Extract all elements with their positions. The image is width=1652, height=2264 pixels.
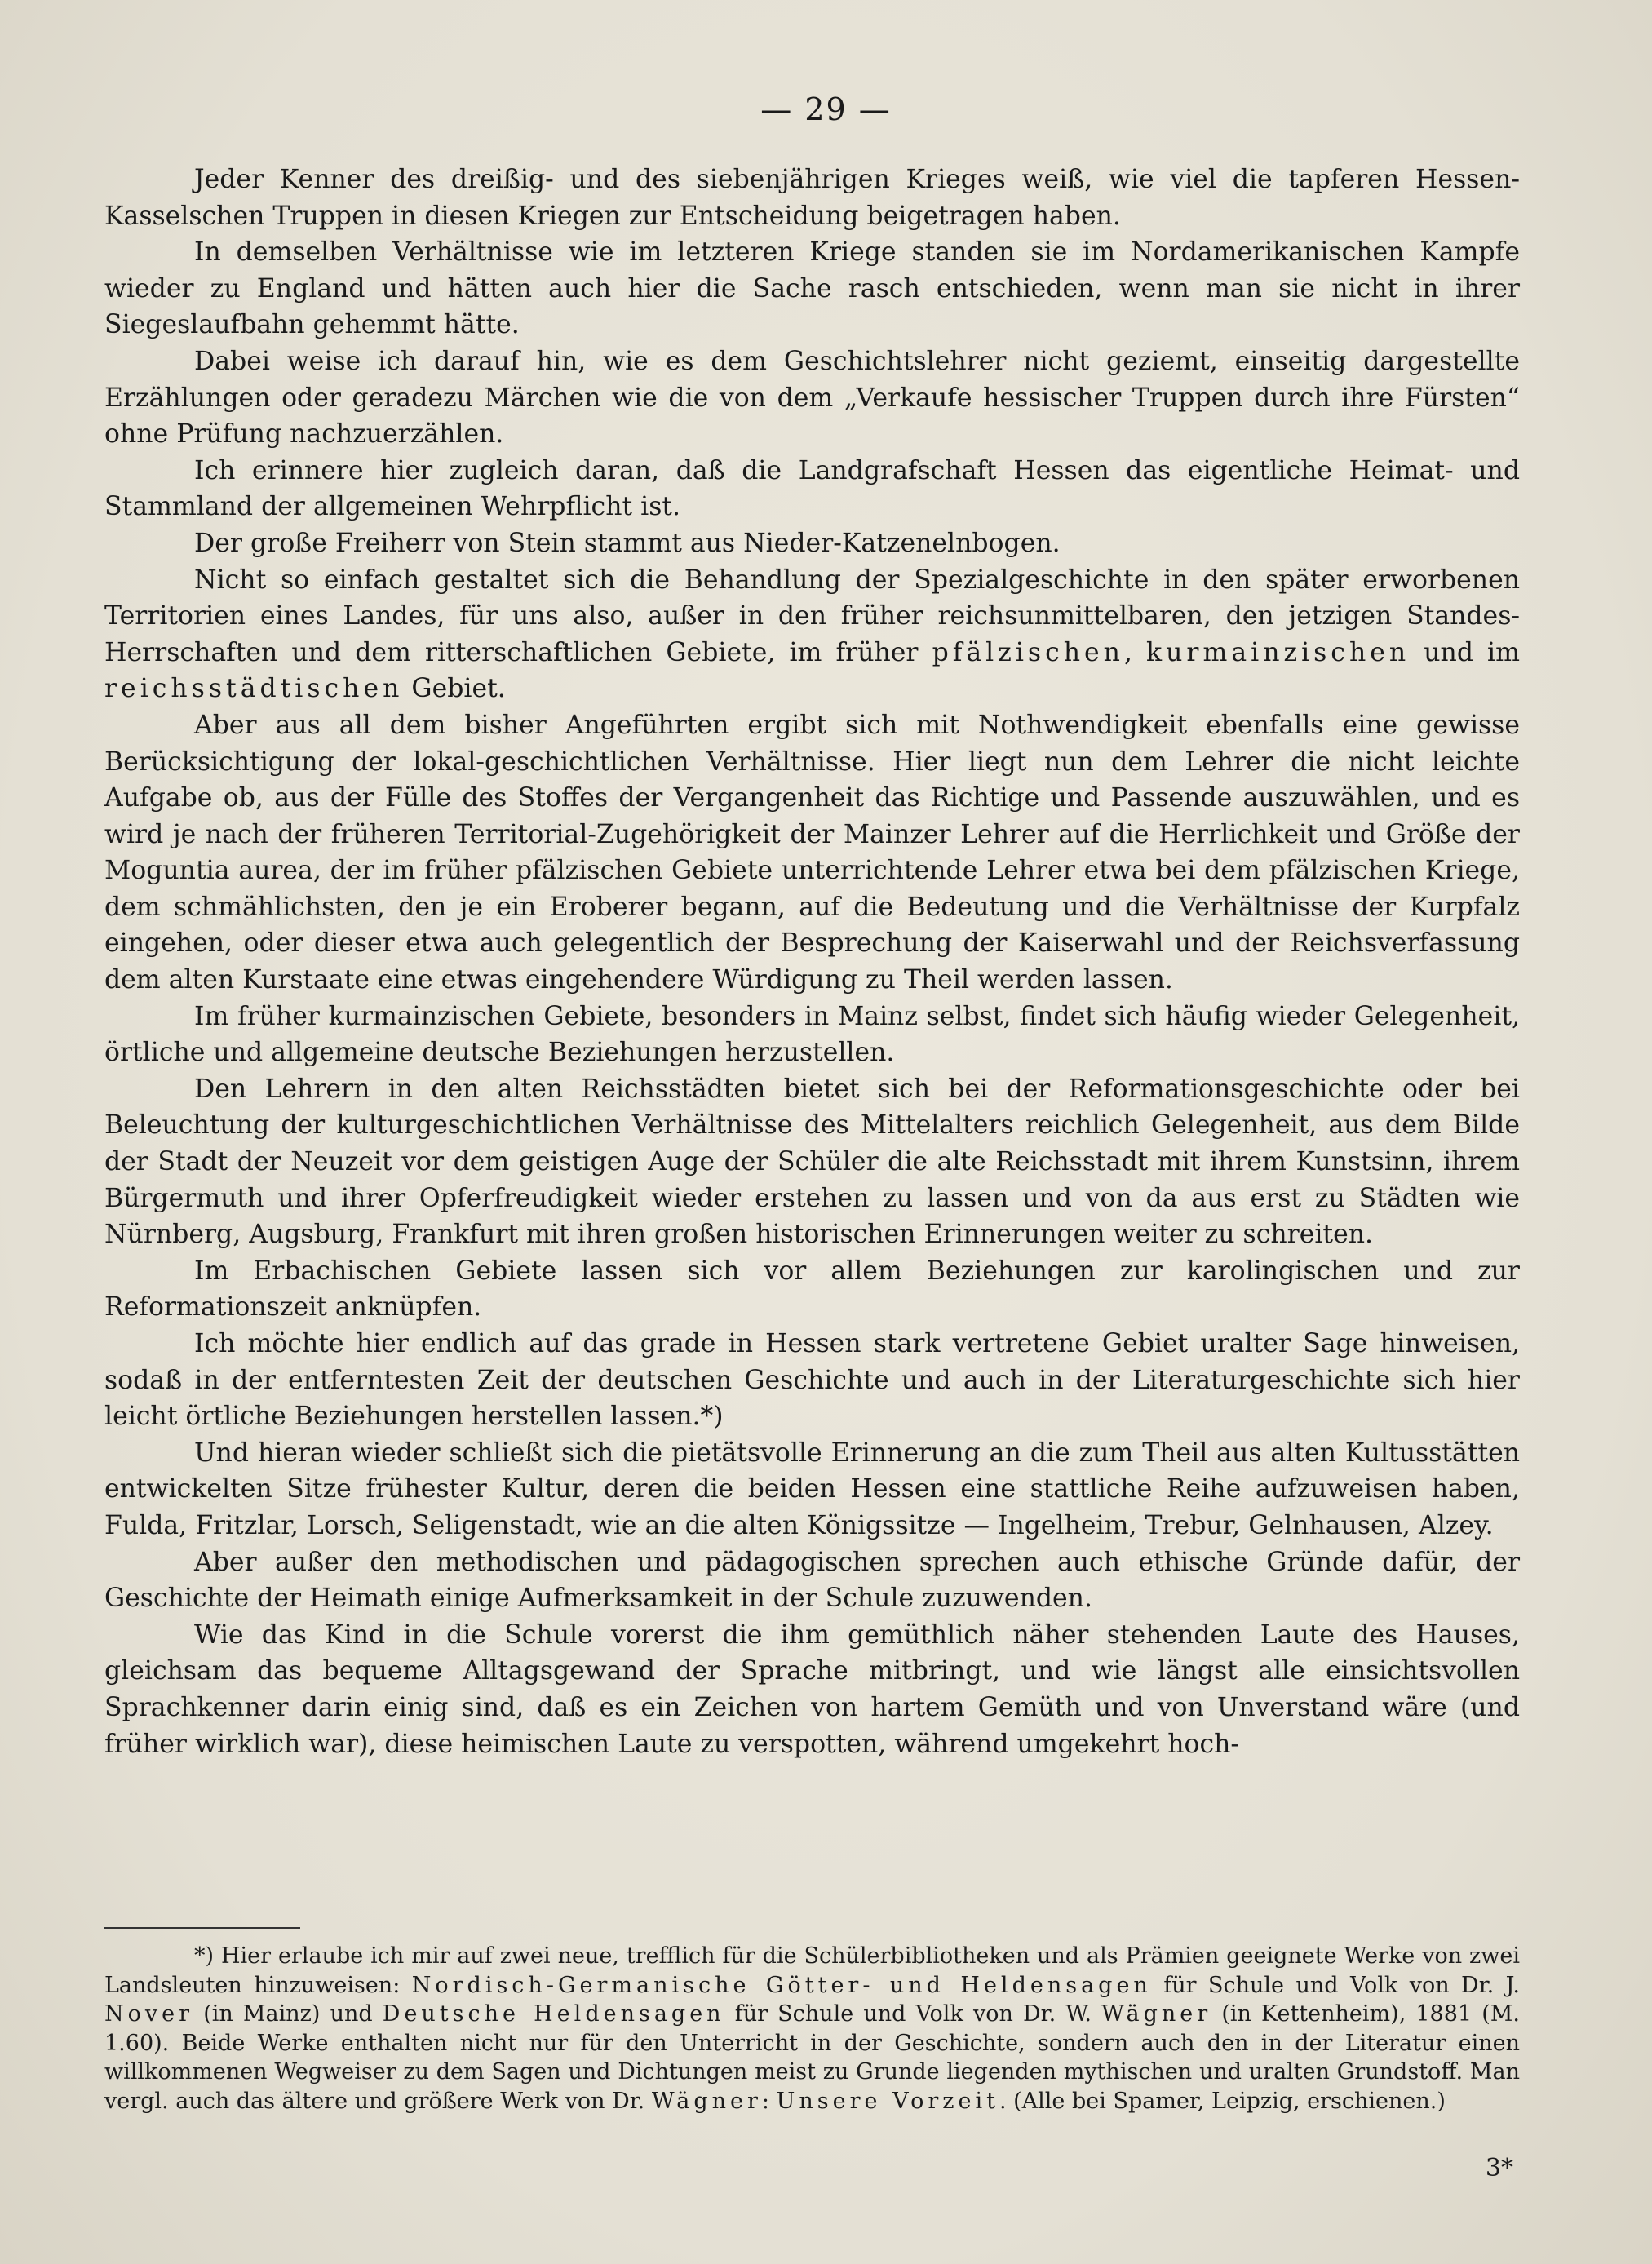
paragraph: Ich möchte hier endlich auf das grade in Hessen stark vertretene Gebiet uralter Sage hinweisen, sodaß in der entferntesten Zeit der deutschen Geschichte und auch in der Literaturgeschichte sich hier leicht örtliche Beziehungen herstellen lassen.*) — [104, 1329, 1520, 1432]
text-run: . (Alle bei Spamer, Leipzig, erschienen.) — [999, 2088, 1446, 2114]
text-run: Gebiet. — [411, 674, 506, 704]
paragraph: Dabei weise ich darauf hin, wie es dem Geschichtslehrer nicht geziemt, einseitig dargestellte Erzählungen oder geradezu Märchen wie die von dem „Verkaufe hessischer Truppen durch ihre Fürsten“ ohne Prüfung nachzuerzählen. — [104, 346, 1520, 450]
text-run: für Schule und Volk von Dr. J. — [1163, 1972, 1520, 1998]
footnote-text — [104, 1942, 1520, 2116]
text-run: für Schule und Volk von Dr. W. — [734, 2001, 1092, 2027]
paragraph: Im früher kurmainzischen Gebiete, besonders in Mainz selbst, findet sich häufig wieder Gelegenheit, örtliche und allgemeine deutsche Beziehungen herzustellen. — [104, 1001, 1520, 1068]
paragraph: Ich erinnere hier zugleich daran, daß die Landgrafschaft Hessen das eigentliche Heimat- und Stammland der allgemeinen Wehrpflicht ist. — [104, 455, 1520, 522]
paragraph — [104, 562, 1520, 707]
author-name: Wägner — [1101, 2001, 1212, 2027]
paragraph: Aber außer den methodischen und pädagogischen sprechen auch ethische Gründe dafür, der Geschichte der Heimath einige Aufmerksamkeit in der Schule zuzuwenden. — [104, 1547, 1520, 1614]
paragraph: Jeder Kenner des dreißig- und des siebenjährigen Krieges weiß, wie viel die tapferen Hessen-Kasselschen Truppen in diesen Kriegen zur Entscheidung beigetragen haben. — [104, 165, 1520, 231]
paragraph: Den Lehrern in den alten Reichsstädten bietet sich bei der Reformationsgeschichte oder bei Beleuchtung der kulturgeschichtlichen Verhältnisse des Mittelalters reichlich Gelegenheit, aus dem Bilde der Stadt der Neuzeit vor dem geistigen Auge der Schüler die alte Reichsstadt mit ihrem Kunstsinn, ihrem Bürgermuth und ihrer Opferfreudigkeit wieder erstehen zu lassen und von da aus erst zu Städten wie Nürnberg, Augsburg, Frankfurt mit ihren großen historischen Erinnerungen weiter zu schreiten. — [104, 1074, 1520, 1250]
book-title: Unsere Vorzeit — [776, 2088, 999, 2114]
spaced-term: reichsstädtischen — [104, 674, 404, 704]
text-run: *) Hier erlaube ich mir auf zwei neue, trefflich für die Schülerbibliotheken und als Prämien geeignete Werke von zwei Landsleuten hinzuweisen: — [104, 1943, 1520, 1998]
printer-signature: 3* — [1485, 2154, 1513, 2182]
author-name: Wägner — [651, 2088, 762, 2114]
text-run: und im — [1424, 637, 1521, 667]
paragraph: Der große Freiherr von Stein stammt aus Nieder-Katzenelnbogen. — [194, 528, 1061, 558]
paragraph: Im Erbachischen Gebiete lassen sich vor allem Beziehungen zur karolingischen und zur Reformationszeit anknüpfen. — [104, 1256, 1520, 1323]
paragraph: Wie das Kind in die Schule vorerst die ihm gemüthlich näher stehenden Laute des Hauses, gleichsam das bequeme Alltagsgewand der Sprache mitbringt, und wie längst alle einsichtsvollen Sprachkenner darin einig sind, daß es ein Zeichen von hartem Gemüth und von Unverstand wäre (und früher wirklich war), diese heimischen Laute zu verspotten, während umgekehrt hoch- — [104, 1619, 1520, 1759]
page-number: — 29 — — [760, 91, 892, 127]
paragraph: Aber aus all dem bisher Angeführten ergibt sich mit Nothwendigkeit ebenfalls eine gewisse Berücksichtigung der lokal-geschichtlichen Verhältnisse. Hier liegt nun dem Lehrer die nicht leichte Aufgabe ob, aus der Fülle des Stoffes der Vergangenheit das Richtige und Passende auszuwählen, und es wird je nach der früheren Territorial-Zugehörigkeit der Mainzer Lehrer auf die Herrlichkeit und Größe der Moguntia aurea, der im früher pfälzischen Gebiete unterrichtende Lehrer etwa bei dem pfälzischen Kriege, dem schmählichsten, den je ein Eroberer begann, auf die Bedeutung und die Verhältnisse der Kurpfalz eingehen, oder dieser etwa auch gelegentlich der Besprechung der Kaiserwahl und der Reichsverfassung dem alten Kurstaate eine etwas eingehendere Würdigung zu Theil werden lassen. — [104, 710, 1520, 995]
author-name: Nover — [104, 2001, 194, 2027]
main-text — [104, 162, 1520, 1762]
book-title: Deutsche Heldensagen — [382, 2001, 725, 2027]
text-run: (in Mainz) und — [203, 2001, 373, 2027]
text-run: : — [761, 2088, 770, 2114]
footnote-divider — [104, 1927, 300, 1929]
paragraph: In demselben Verhältnisse wie im letzteren Kriege standen sie im Nordamerikanischen Kampfe wieder zu England und hätten auch hier die Sache rasch entschieden, wenn man sie nicht in ihrer Siegeslaufbahn gehemmt hätte. — [104, 237, 1520, 340]
book-title: Nordisch-Germanische Götter- und Heldensagen — [411, 1972, 1152, 1998]
footnote — [104, 1942, 1520, 2116]
text-run: Nicht so einfach gestaltet sich die Behandlung der Spezialgeschichte in den später erworbenen Territorien eines Landes, für uns also, außer in den früher reichsunmittelbaren, den jetzigen Standes-Herrschaften und dem ritterschaftlichen Gebiete, im früher — [104, 565, 1520, 667]
text-run: (in Kettenheim), 1881 (M. 1.60). Beide Werke enthalten nicht nur für den Unterricht in der Geschichte, sondern auch den in der Literatur einen willkommenen Wegweiser zu dem Sagen und Dichtungen meist zu Grunde liegenden mythischen und uralten Grundstoff. Man vergl. auch das ältere und größere Werk von Dr. — [104, 2001, 1521, 2114]
spaced-term: kurmainzischen — [1146, 637, 1411, 667]
paragraph: Und hieran wieder schließt sich die pietätsvolle Erinnerung an die zum Theil aus alten Kultusstätten entwickelten Sitze frühester Kultur, deren die beiden Hessen eine stattliche Reihe aufzuweisen haben, Fulda, Fritzlar, Lorsch, Seligenstadt, wie an die alten Königssitze — Ingelheim, Trebur, Gelnhausen, Alzey. — [104, 1438, 1520, 1540]
text-run: , — [1123, 637, 1132, 667]
spaced-term: pfälzischen — [932, 637, 1124, 667]
